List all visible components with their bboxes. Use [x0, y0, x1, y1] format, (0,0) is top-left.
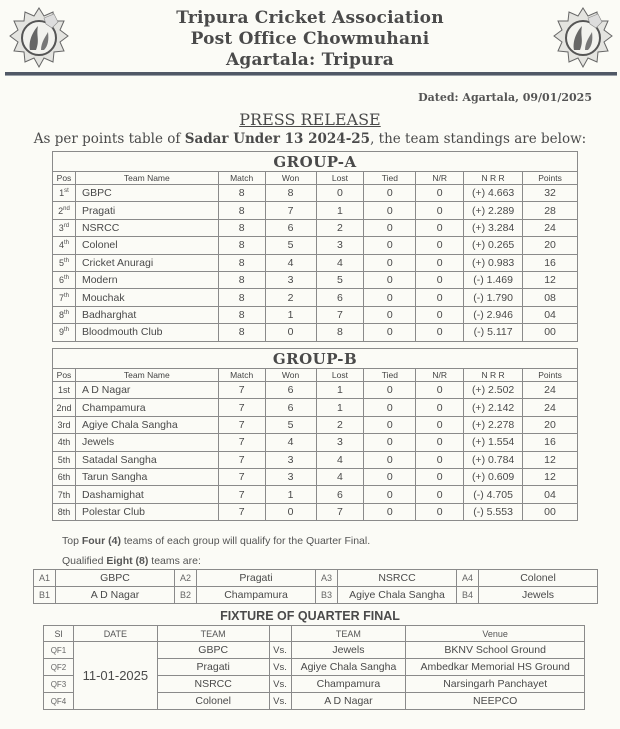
- lost-cell: 0: [316, 185, 364, 202]
- nrr-cell: (+) 2.502: [464, 382, 523, 399]
- table-row: [53, 289, 578, 306]
- team-name-cell: Jewels: [75, 434, 218, 451]
- qualify-note: Top Four (4) teams of each group will qualify for the Quarter Final.: [62, 535, 371, 547]
- won-cell: 4: [265, 434, 316, 451]
- pos-suffix: th: [63, 240, 69, 247]
- team-name-cell: Dashamighat: [75, 486, 218, 503]
- tied-cell: 0: [364, 324, 416, 341]
- col-team1: TEAM: [157, 626, 269, 642]
- team1-cell: Pragati: [157, 659, 269, 676]
- qualified-teams-table: [33, 569, 598, 604]
- pos-cell: 4th: [53, 434, 76, 451]
- pos-number: 1: [59, 188, 65, 199]
- points-cell: 12: [523, 451, 578, 468]
- pos-cell: [53, 271, 76, 288]
- team-name-cell: Tarun Sangha: [75, 468, 218, 485]
- match-id: QF3: [44, 676, 74, 693]
- dated-line: Dated: Agartala, 09/01/2025: [418, 91, 592, 104]
- press-release-title: PRESS RELEASE: [239, 110, 381, 129]
- tied-cell: 0: [364, 434, 416, 451]
- col-lost: Lost: [316, 172, 364, 185]
- won-cell: 2: [265, 289, 316, 306]
- points-cell: 32: [523, 185, 578, 202]
- match-cell: 8: [218, 219, 265, 236]
- won-cell: 7: [265, 202, 316, 219]
- qualifier-code: A2: [175, 570, 197, 587]
- lost-cell: 6: [316, 486, 364, 503]
- col-match: Match: [218, 172, 265, 185]
- nr-cell: 0: [416, 503, 464, 520]
- points-cell: 12: [523, 271, 578, 288]
- nrr-cell: (-) 2.946: [464, 306, 523, 323]
- qualifier-team: Jewels: [479, 587, 598, 604]
- table-row: [53, 468, 578, 485]
- col-sl: Sl: [44, 626, 74, 642]
- points-cell: 00: [523, 503, 578, 520]
- table-row: [53, 219, 578, 236]
- qualifier-code: A4: [457, 570, 479, 587]
- team-name-cell: A D Nagar: [75, 382, 218, 399]
- fixture-title: FIXTURE OF QUARTER FINAL: [220, 609, 400, 623]
- qualified-row: [34, 570, 598, 587]
- header-divider: [5, 72, 617, 76]
- qualifier-team: Agiye Chala Sangha: [338, 587, 457, 604]
- match-cell: 7: [218, 486, 265, 503]
- pos-number: 6: [58, 275, 64, 286]
- pos-cell: 2nd: [53, 399, 76, 416]
- pos-number: 4: [58, 240, 64, 251]
- nr-cell: 0: [416, 237, 464, 254]
- pos-cell: 6th: [53, 468, 76, 485]
- match-cell: 8: [218, 271, 265, 288]
- team-name-cell: Bloodmouth Club: [75, 324, 218, 341]
- nrr-cell: (-) 5.117: [464, 324, 523, 341]
- team-name-cell: Modern: [75, 271, 218, 288]
- nr-cell: 0: [416, 486, 464, 503]
- col-pos: Pos: [53, 369, 76, 382]
- team2-cell: Jewels: [291, 642, 406, 659]
- match-cell: 8: [218, 254, 265, 271]
- org-address: Post Office Chowmuhani: [190, 29, 430, 49]
- lost-cell: 1: [316, 382, 364, 399]
- points-cell: 24: [523, 219, 578, 236]
- match-cell: 7: [218, 416, 265, 433]
- col-won: Won: [265, 369, 316, 382]
- col-won: Won: [265, 172, 316, 185]
- group-a-table: [52, 151, 578, 342]
- table-row: [53, 399, 578, 416]
- match-cell: 8: [218, 202, 265, 219]
- nr-cell: 0: [416, 306, 464, 323]
- match-cell: 8: [218, 185, 265, 202]
- group-b-table: [52, 348, 578, 521]
- col-venue: Venue: [406, 626, 585, 642]
- pos-cell: 8th: [53, 503, 76, 520]
- points-cell: 16: [523, 254, 578, 271]
- lost-cell: 3: [316, 434, 364, 451]
- match-cell: 8: [218, 289, 265, 306]
- won-cell: 0: [265, 324, 316, 341]
- nrr-cell: (+) 3.284: [464, 219, 523, 236]
- group-a-title: GROUP-A: [53, 152, 578, 172]
- tied-cell: 0: [364, 468, 416, 485]
- team-name-cell: Champamura: [75, 399, 218, 416]
- lost-cell: 7: [316, 306, 364, 323]
- nr-cell: 0: [416, 399, 464, 416]
- pos-suffix: th: [63, 327, 69, 334]
- tied-cell: 0: [364, 486, 416, 503]
- fixture-row: [44, 642, 585, 659]
- nrr-cell: (+) 4.663: [464, 185, 523, 202]
- pos-number: 3: [58, 222, 64, 233]
- won-cell: 1: [265, 486, 316, 503]
- pos-cell: [53, 237, 76, 254]
- qualifier-team: Colonel: [479, 570, 598, 587]
- pos-cell: [53, 324, 76, 341]
- nr-cell: 0: [416, 271, 464, 288]
- col-team2: TEAM: [291, 626, 406, 642]
- col-nrr: N R R: [464, 172, 523, 185]
- pos-cell: 7th: [53, 486, 76, 503]
- table-row: [53, 451, 578, 468]
- match-id: QF4: [44, 693, 74, 710]
- lost-cell: 4: [316, 254, 364, 271]
- team-name-cell: Badharghat: [75, 306, 218, 323]
- nr-cell: 0: [416, 219, 464, 236]
- points-cell: 16: [523, 434, 578, 451]
- won-cell: 5: [265, 416, 316, 433]
- table-row: [53, 254, 578, 271]
- col-nr: N/R: [416, 172, 464, 185]
- won-cell: 3: [265, 271, 316, 288]
- pos-cell: [53, 254, 76, 271]
- vs-label: Vs.: [269, 659, 291, 676]
- match-cell: 7: [218, 434, 265, 451]
- nr-cell: 0: [416, 289, 464, 306]
- team-name-cell: Cricket Anuragi: [75, 254, 218, 271]
- match-id: QF2: [44, 659, 74, 676]
- pos-number: 2: [58, 205, 64, 216]
- nrr-cell: (-) 5.553: [464, 503, 523, 520]
- team1-cell: Colonel: [157, 693, 269, 710]
- qualified-note: Qualified Eight (8) teams are:: [62, 555, 201, 567]
- table-row: [53, 202, 578, 219]
- qualifier-team: Pragati: [197, 570, 316, 587]
- match-cell: 7: [218, 451, 265, 468]
- lost-cell: 4: [316, 451, 364, 468]
- nr-cell: 0: [416, 416, 464, 433]
- points-cell: 08: [523, 289, 578, 306]
- tied-cell: 0: [364, 451, 416, 468]
- nr-cell: 0: [416, 468, 464, 485]
- fixture-header-row: [44, 626, 585, 642]
- column-header-row: [53, 172, 578, 185]
- pos-number: 8: [58, 309, 64, 320]
- match-cell: 8: [218, 237, 265, 254]
- qualifier-code: B3: [316, 587, 338, 604]
- pos-suffix: st: [64, 188, 69, 195]
- nrr-cell: (+) 0.609: [464, 468, 523, 485]
- pos-cell: 1st: [53, 382, 76, 399]
- table-row: [53, 185, 578, 202]
- nrr-cell: (-) 4.705: [464, 486, 523, 503]
- won-cell: 3: [265, 451, 316, 468]
- won-cell: 3: [265, 468, 316, 485]
- table-row: [53, 503, 578, 520]
- venue-cell: Ambedkar Memorial HS Ground: [406, 659, 585, 676]
- table-row: [53, 271, 578, 288]
- lost-cell: 8: [316, 324, 364, 341]
- tied-cell: 0: [364, 202, 416, 219]
- col-tied: Tied: [364, 172, 416, 185]
- match-cell: 7: [218, 399, 265, 416]
- col-nr: N/R: [416, 369, 464, 382]
- org-city: Agartala: Tripura: [225, 50, 395, 70]
- nr-cell: 0: [416, 324, 464, 341]
- pos-number: 9: [58, 327, 64, 338]
- col-lost: Lost: [316, 369, 364, 382]
- pos-suffix: th: [63, 309, 69, 316]
- col-match: Match: [218, 369, 265, 382]
- qualifier-code: A3: [316, 570, 338, 587]
- tied-cell: 0: [364, 271, 416, 288]
- nr-cell: 0: [416, 202, 464, 219]
- table-row: [53, 434, 578, 451]
- nrr-cell: (+) 2.278: [464, 416, 523, 433]
- tied-cell: 0: [364, 254, 416, 271]
- match-cell: 7: [218, 382, 265, 399]
- group-b-title: GROUP-B: [53, 349, 578, 369]
- pos-suffix: th: [63, 292, 69, 299]
- qualifier-code: B1: [34, 587, 56, 604]
- points-cell: 12: [523, 468, 578, 485]
- qualifier-code: B4: [457, 587, 479, 604]
- col-nrr: N R R: [464, 369, 523, 382]
- team1-cell: NSRCC: [157, 676, 269, 693]
- venue-cell: Narsingarh Panchayet: [406, 676, 585, 693]
- tied-cell: 0: [364, 289, 416, 306]
- nr-cell: 0: [416, 185, 464, 202]
- team1-cell: GBPC: [157, 642, 269, 659]
- vs-label: Vs.: [269, 676, 291, 693]
- org-name: Tripura Cricket Association: [176, 8, 444, 28]
- pos-number: 7: [58, 292, 64, 303]
- pos-suffix: nd: [63, 205, 70, 212]
- team-name-cell: Pragati: [75, 202, 218, 219]
- qualifier-code: A1: [34, 570, 56, 587]
- pos-cell: [53, 289, 76, 306]
- qualifier-team: NSRCC: [338, 570, 457, 587]
- vs-label: Vs.: [269, 693, 291, 710]
- vs-label: Vs.: [269, 642, 291, 659]
- match-cell: 7: [218, 468, 265, 485]
- nr-cell: 0: [416, 382, 464, 399]
- qualifier-code: B2: [175, 587, 197, 604]
- points-cell: 04: [523, 306, 578, 323]
- lost-cell: 1: [316, 202, 364, 219]
- qualifier-team: A D Nagar: [56, 587, 175, 604]
- tied-cell: 0: [364, 237, 416, 254]
- col-tied: Tied: [364, 369, 416, 382]
- lost-cell: 5: [316, 271, 364, 288]
- nrr-cell: (-) 1.790: [464, 289, 523, 306]
- points-cell: 20: [523, 416, 578, 433]
- table-row: [53, 237, 578, 254]
- pos-cell: 5th: [53, 451, 76, 468]
- venue-cell: NEEPCO: [406, 693, 585, 710]
- column-header-row: [53, 369, 578, 382]
- lost-cell: 2: [316, 416, 364, 433]
- table-row: [53, 324, 578, 341]
- table-row: [53, 486, 578, 503]
- nrr-cell: (+) 2.289: [464, 202, 523, 219]
- tied-cell: 0: [364, 306, 416, 323]
- team-name-cell: Mouchak: [75, 289, 218, 306]
- pos-cell: [53, 306, 76, 323]
- team-name-cell: GBPC: [75, 185, 218, 202]
- points-cell: 24: [523, 399, 578, 416]
- tied-cell: 0: [364, 503, 416, 520]
- col-date: DATE: [73, 626, 157, 642]
- nrr-cell: (+) 0.784: [464, 451, 523, 468]
- tca-logo-icon: [552, 6, 614, 70]
- pos-number: 5: [58, 257, 64, 268]
- tied-cell: 0: [364, 416, 416, 433]
- team2-cell: Champamura: [291, 676, 406, 693]
- match-cell: 8: [218, 324, 265, 341]
- table-row: [53, 306, 578, 323]
- nrr-cell: (-) 1.469: [464, 271, 523, 288]
- points-cell: 04: [523, 486, 578, 503]
- intro-text: As per points table of Sadar Under 13 2024-25, the team standings are below:: [33, 131, 587, 147]
- won-cell: 4: [265, 254, 316, 271]
- pos-suffix: th: [63, 275, 69, 282]
- fixture-table: [43, 625, 585, 710]
- team-name-cell: Satadal Sangha: [75, 451, 218, 468]
- won-cell: 0: [265, 503, 316, 520]
- nr-cell: 0: [416, 254, 464, 271]
- col-points: Points: [523, 369, 578, 382]
- match-cell: 8: [218, 306, 265, 323]
- qualifier-team: GBPC: [56, 570, 175, 587]
- match-date: 11-01-2025: [73, 642, 157, 710]
- won-cell: 6: [265, 382, 316, 399]
- col-points: Points: [523, 172, 578, 185]
- team-name-cell: Colonel: [75, 237, 218, 254]
- tied-cell: 0: [364, 185, 416, 202]
- table-row: [53, 382, 578, 399]
- col-team-name: Team Name: [75, 172, 218, 185]
- tied-cell: 0: [364, 399, 416, 416]
- nr-cell: 0: [416, 451, 464, 468]
- lost-cell: 3: [316, 237, 364, 254]
- pos-cell: 3rd: [53, 416, 76, 433]
- lost-cell: 4: [316, 468, 364, 485]
- col-vs: [269, 626, 291, 642]
- nr-cell: 0: [416, 434, 464, 451]
- match-id: QF1: [44, 642, 74, 659]
- nrr-cell: (+) 0.983: [464, 254, 523, 271]
- nrr-cell: (+) 2.142: [464, 399, 523, 416]
- match-cell: 7: [218, 503, 265, 520]
- points-cell: 00: [523, 324, 578, 341]
- won-cell: 8: [265, 185, 316, 202]
- lost-cell: 6: [316, 289, 364, 306]
- table-row: [53, 416, 578, 433]
- col-pos: Pos: [53, 172, 76, 185]
- col-team-name: Team Name: [75, 369, 218, 382]
- letterhead: [100, 8, 520, 71]
- won-cell: 6: [265, 219, 316, 236]
- lost-cell: 7: [316, 503, 364, 520]
- won-cell: 5: [265, 237, 316, 254]
- won-cell: 6: [265, 399, 316, 416]
- pos-cell: [53, 202, 76, 219]
- qualified-row: [34, 587, 598, 604]
- tied-cell: 0: [364, 382, 416, 399]
- pos-cell: [53, 185, 76, 202]
- nrr-cell: (+) 0.265: [464, 237, 523, 254]
- nrr-cell: (+) 1.554: [464, 434, 523, 451]
- points-cell: 28: [523, 202, 578, 219]
- team2-cell: Agiye Chala Sangha: [291, 659, 406, 676]
- tca-logo-icon: [8, 6, 70, 70]
- qualifier-team: Champamura: [197, 587, 316, 604]
- team-name-cell: NSRCC: [75, 219, 218, 236]
- won-cell: 1: [265, 306, 316, 323]
- pos-cell: [53, 219, 76, 236]
- team-name-cell: Polestar Club: [75, 503, 218, 520]
- team2-cell: A D Nagar: [291, 693, 406, 710]
- pos-suffix: rd: [63, 222, 70, 229]
- pos-suffix: th: [63, 257, 69, 264]
- tied-cell: 0: [364, 219, 416, 236]
- points-cell: 24: [523, 382, 578, 399]
- points-cell: 20: [523, 237, 578, 254]
- lost-cell: 2: [316, 219, 364, 236]
- venue-cell: BKNV School Ground: [406, 642, 585, 659]
- team-name-cell: Agiye Chala Sangha: [75, 416, 218, 433]
- lost-cell: 1: [316, 399, 364, 416]
